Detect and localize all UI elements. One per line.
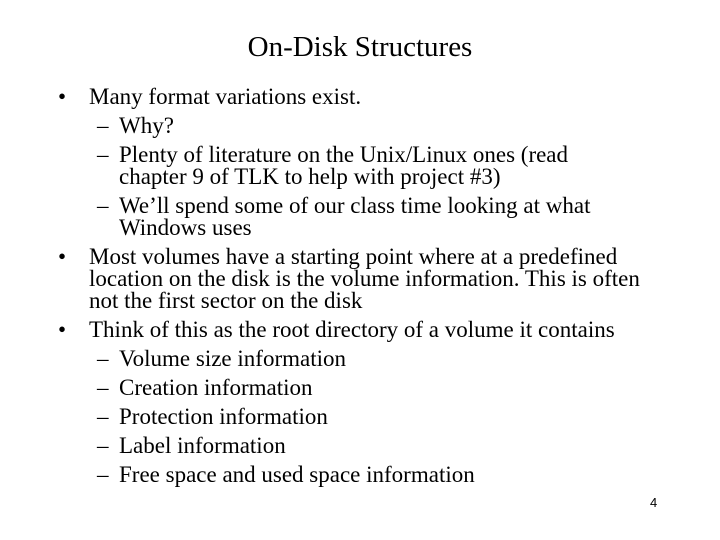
sub-bullet-text: Label information [119, 433, 286, 458]
bullet-marker: • [58, 244, 67, 269]
bullet-list [0, 86, 720, 493]
sub-bullet-text: Volume size information [119, 346, 346, 371]
bullet-text: Many format variations exist. [89, 84, 362, 109]
slide-title: On-Disk Structures [247, 31, 473, 63]
bullet-text: Think of this as the root directory of a volume it contains [89, 317, 615, 342]
sub-bullet-text: Free space and used space information [119, 462, 475, 487]
sub-bullet-marker: – [97, 193, 109, 218]
sub-bullet-item [0, 377, 629, 399]
sub-bullet-text: We’ll spend some of our class time looking at what Windows uses [119, 193, 591, 240]
bullet-item [0, 86, 649, 108]
bullet-marker: • [58, 84, 67, 109]
bullet-item [0, 246, 649, 312]
sub-bullet-marker: – [97, 113, 109, 138]
bullet-text: Most volumes have a starting point where at a predefined location on the disk is the volume information. This is often not the first sector on the disk [89, 244, 640, 313]
sub-bullet-item [0, 435, 629, 457]
sub-bullet-marker: – [97, 375, 109, 400]
sub-bullet-text: Creation information [119, 375, 313, 400]
bullet-item [0, 319, 649, 341]
sub-bullet-marker: – [97, 404, 109, 429]
sub-bullet-marker: – [97, 433, 109, 458]
sub-bullet-item [0, 195, 629, 239]
sub-bullet-marker: – [97, 142, 109, 167]
bullet-marker: • [58, 317, 67, 342]
sub-bullet-text: Protection information [119, 404, 328, 429]
sub-bullet-item [0, 144, 629, 188]
sub-bullet-text: Plenty of literature on the Unix/Linux ones (read chapter 9 of TLK to help with project #3) [119, 142, 569, 189]
sub-bullet-text: Why? [119, 113, 174, 138]
sub-bullet-item [0, 406, 629, 428]
sub-bullet-item [0, 115, 629, 137]
sub-bullet-marker: – [97, 462, 109, 487]
sub-bullet-item [0, 348, 629, 370]
page-number: 4 [650, 495, 658, 510]
sub-bullet-marker: – [97, 346, 109, 371]
sub-bullet-item [0, 464, 629, 486]
